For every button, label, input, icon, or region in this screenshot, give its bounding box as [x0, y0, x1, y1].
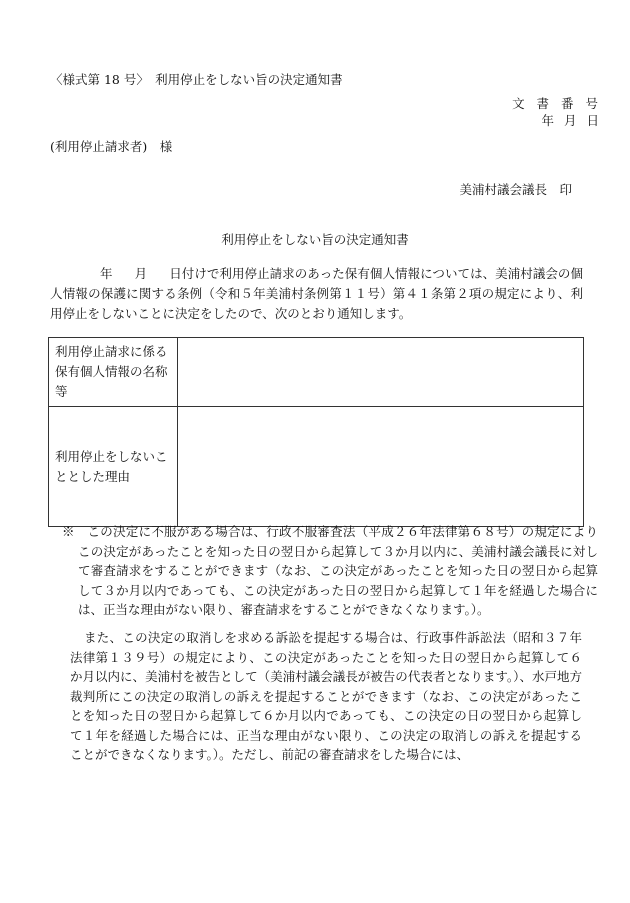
document-number: 文 書 番 号	[512, 96, 602, 111]
body-year: 年	[100, 266, 113, 281]
table-label-reason: 利用停止をしないこととした理由	[49, 407, 178, 527]
date-line: 年 月 日	[541, 113, 602, 128]
table-row	[49, 407, 584, 527]
requester-name: (利用停止請求者) 様	[50, 139, 173, 154]
body-month: 月	[134, 266, 148, 281]
issuer-signature: 美浦村議会議長 印	[459, 182, 572, 197]
body-paragraph	[50, 264, 583, 324]
document-title: 利用停止をしない旨の決定通知書	[221, 232, 409, 247]
table-value-info-name	[178, 338, 584, 407]
form-number-label: 〈様式第 18 号〉 利用停止をしない旨の決定通知書	[50, 72, 343, 87]
table-label-info-name: 利用停止請求に係る保有個人情報の名称等	[49, 338, 178, 407]
info-table	[48, 337, 584, 527]
body-text: 日付けで利用停止請求のあった保有個人情報については、美浦村議会の個人情報の保護に関する条例（令和５年美浦村条例第１１号）第４１条第２項の規定により、利用停止をしないことに決定をしたので、次のとおり通知します。	[50, 266, 583, 321]
table-row	[49, 338, 584, 407]
lawsuit-note: また、この決定の取消しを求める訴訟を提起する場合は、行政事件訴訟法（昭和３７年法律第１３９号）の規定により、この決定があったことを知った日の翌日から起算して６か月以内に、美浦村を被告として（美浦村議会議長が被告の代表者となります。）、水戸地方裁判所にこの決定の取消しの訴えを提起することができます（なお、この決定があったことを知った日の翌日から起算して６か月以内であっても、この決定の日の翌日から起算して１年を経過した場合には、正当な理由がない限り、この決定の取消しの訴えを提起することができなくなります。）。ただし、前記の審査請求をした場合には、	[70, 630, 582, 762]
appeal-note: ※ この決定に不服がある場合は、行政不服審査法（平成２６年法律第６８号）の規定によりこの決定があったことを知った日の翌日から起算して３か月以内に、美浦村議会議長に対して審査請求をすることができます（なお、この決定があったことを知った日の翌日から起算して３か月以内であっても、この決定があった日の翌日から起算して１年を経過した場合には、正当な理由がない限り、審査請求をすることができなくなります。）。	[62, 524, 598, 617]
table-value-reason	[178, 407, 584, 527]
